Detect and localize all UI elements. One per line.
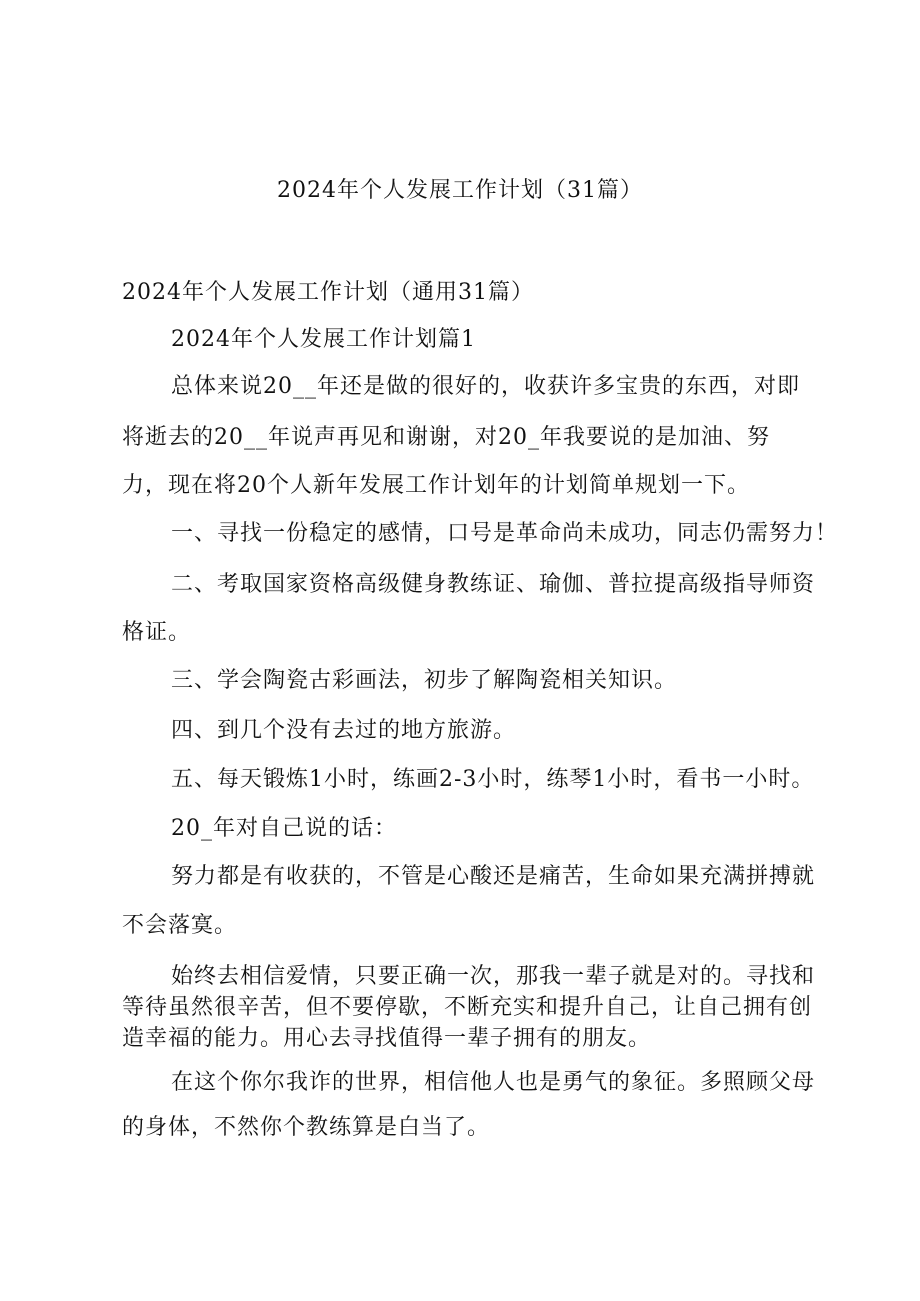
document-subtitle: 2024年个人发展工作计划（通用31篇） (122, 280, 534, 305)
paragraph-line: 等待虽然很辛苦，但不要停歇，不断充实和提升自己，让自己拥有创 (122, 995, 813, 1020)
document-title: 2024年个人发展工作计划（31篇） (277, 178, 643, 203)
paragraph-line: 将逝去的20__年说声再见和谢谢，对20_年我要说的是加油、努 (122, 425, 770, 450)
list-item: 三、学会陶瓷古彩画法，初步了解陶瓷相关知识。 (171, 668, 678, 693)
paragraph-line: 总体来说20__年还是做的很好的，收获许多宝贵的东西，对即 (171, 374, 800, 399)
paragraph-line: 始终去相信爱情，只要正确一次，那我一辈子就是对的。寻找和 (171, 964, 816, 989)
list-item: 四、到几个没有去过的地方旅游。 (171, 718, 517, 743)
paragraph-line: 力，现在将20个人新年发展工作计划年的计划简单规划一下。 (122, 473, 750, 498)
paragraph-line: 格证。 (122, 620, 192, 645)
paragraph-line: 造幸福的能力。用心去寻找值得一辈子拥有的朋友。 (122, 1026, 652, 1051)
list-item: 一、寻找一份稳定的感情，口号是革命尚未成功，同志仍需努力！ (171, 521, 839, 546)
paragraph-line: 20_年对自己说的话： (171, 816, 397, 841)
section-heading: 2024年个人发展工作计划篇1 (171, 327, 476, 352)
list-item: 五、每天锻炼1小时，练画2-3小时，练琴1小时，看书一小时。 (171, 767, 815, 792)
paragraph-line: 不会落寞。 (122, 913, 238, 938)
paragraph-line: 在这个你尔我诈的世界，相信他人也是勇气的象征。多照顾父母 (171, 1070, 816, 1095)
list-item: 二、考取国家资格高级健身教练证、瑜伽、普拉提高级指导师资 (171, 572, 816, 597)
paragraph-line: 努力都是有收获的，不管是心酸还是痛苦，生命如果充满拼搏就 (171, 864, 816, 889)
paragraph-line: 的身体，不然你个教练算是白当了。 (122, 1115, 491, 1140)
